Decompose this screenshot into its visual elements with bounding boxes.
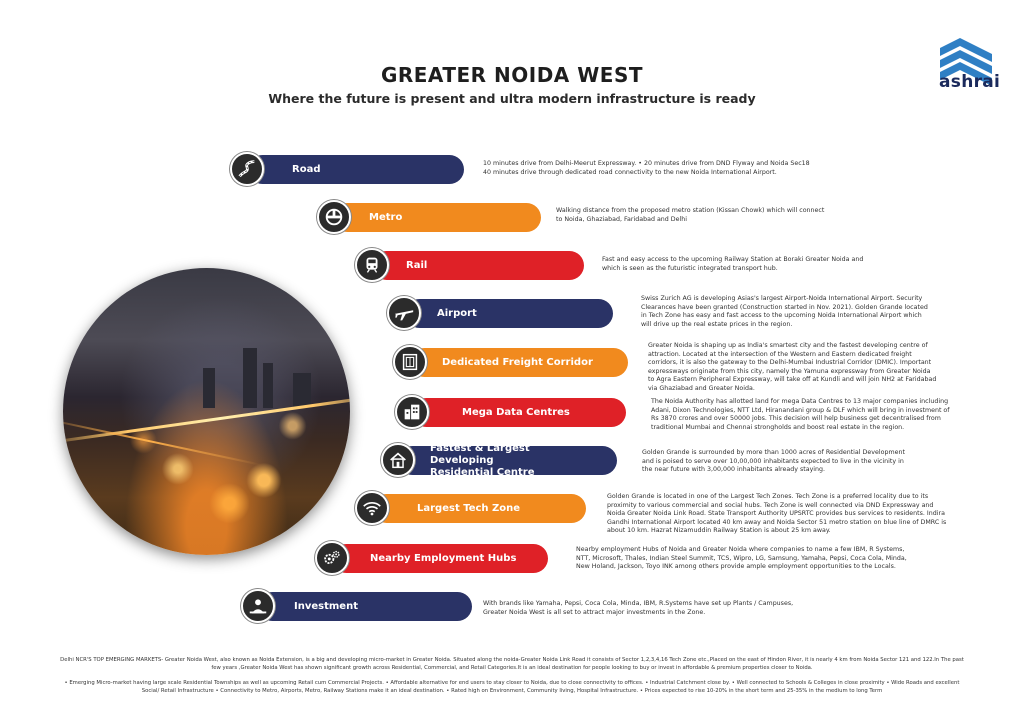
pill-data-centres [412, 398, 626, 427]
pill-rail [372, 251, 584, 280]
desc-metro: Walking distance from the proposed metro station (Kissan Chowk) which will connect to Noida, Ghaziabad, Faridabad and Delhi [556, 207, 825, 223]
desc-employment: Nearby employment Hubs of Noida and Greater Noida where companies to name a few IBM, R Systems, NTT, Microsoft, Thales, Indian Steel Summit, TCS, Wipro, LG, Samsung, Yamaha, Pepsi, Coca Cola, Minda, New Holand, Jackson, Toyo INK among others provide ample employment opportunities to the Locals. [576, 546, 907, 571]
investment-icon [241, 589, 275, 623]
pill-tech-zone [372, 494, 586, 523]
gears-icon [315, 541, 349, 575]
pill-road-label: Road [292, 163, 321, 175]
desc-freight: Greater Noida is shaping up as India's smartest city and the fastest developing centre of attraction. Located at the intersection of the Western and Eastern dedicated freight corridors, it is also the gateway to the Delhi-Mumbai Industrial Corridor (DMIC). Important expressways originate from this city, namely the Yamuna expressway from Greater Noida to Agra Eastern Peripheral Expressway, will take off at Kundli and will join NH2 at Faridabad via Ghaziabad and Greater Noida. [648, 342, 937, 392]
pill-road [248, 155, 464, 184]
desc-data-centres: The Noida Authority has allotted land for mega Data Centres to 13 major companies including Adani, Dixon Technologies, NTT Ltd, Hiranandani group & DLF which will bring in investment of Rs 3870 crores and over 50000 jobs. This decision will help business get decentralised from traditional Mumbai and Chennai strongholds and boost real estate in the region. [651, 398, 950, 431]
metro-icon [317, 200, 351, 234]
desc-residential: Golden Grande is surrounded by more than 1000 acres of Residential Development and is poised to serve over 10,00,000 inhabitants expected to live in the vicinity in the near future with 3,00,000 inhabitants already staying. [642, 449, 905, 474]
pill-employment [332, 544, 548, 573]
road-icon [230, 152, 264, 186]
pill-residential [398, 442, 617, 478]
pill-metro-label: Metro [369, 211, 403, 223]
pill-investment-label: Investment [294, 600, 358, 612]
city-night-photo [63, 268, 350, 555]
pill-data-centres-label: Mega Data Centres [462, 406, 570, 418]
pill-tech-zone-label: Largest Tech Zone [417, 502, 521, 514]
desc-road: 10 minutes drive from Delhi-Meerut Expressway. • 20 minutes drive from DND Flyway and Noida Sec18 40 minutes drive through dedicated road connectivity to the new Noida International Airport. [483, 160, 810, 176]
wifi-icon [355, 491, 389, 525]
pill-airport-label: Airport [437, 307, 477, 319]
pill-investment [258, 592, 472, 621]
freight-container-icon [393, 345, 427, 379]
desc-tech-zone: Golden Grande is located in one of the Largest Tech Zones. Tech Zone is a preferred locality due to its proximity to various commercial and social hubs. Tech Zone is well connected via DND Expressway and Noida Greater Noida Link Road. State Transport Authority UPSRTC provides bus services to residents. Indira Gandhi International Airport located 40 km away and Noida Sector 51 metro station on blue line of DMRC is about 10 km. Hazrat Nizamuddin Railway Station is about 25 km away. [607, 493, 947, 535]
footer-bullets: • Emerging Micro-market having large scale Residential Townships as well as upcoming Retail cum Commercial Projects. • Affordable alternative for end users to stay closer to Noida, due to close connectivity to offices. • Industrial Catchment close by. • Well connected to Schools & Colleges in close proximity • Wide Roads and excellent Social/ Retail Infrastructure • Connectivity to Metro, Airports, Metro, Railway Stations make it an ideal destination. • Rated high on Environment, Community living, Hospital Infrastructure. • Prices expected to rise 10-20% in the short term and 25-35% in the medium to long Term [64, 680, 960, 694]
desc-airport: Swiss Zurich AG is developing Asias's largest Airport-Noida International Airport. Security Clearances have been granted (Construction started in Nov. 2021). Golden Grande located in Tech Zone has easy and fast access to the upcoming Noida International Airport which will drive up the real estate prices in the region. [641, 295, 928, 328]
train-icon [355, 248, 389, 282]
pill-rail-label: Rail [406, 259, 428, 271]
pill-freight [410, 348, 628, 377]
page-title: GREATER NOIDA WEST [380, 63, 644, 87]
brand-name: ashrai [939, 72, 1001, 92]
buildings-icon [395, 395, 429, 429]
desc-rail: Fast and easy access to the upcoming Railway Station at Boraki Greater Noida and which is seen as the futuristic integrated transport hub. [602, 256, 864, 272]
pill-metro [333, 203, 541, 232]
airplane-icon [387, 296, 421, 330]
page-subtitle: Where the future is present and ultra modern infrastructure is ready [268, 91, 756, 106]
footer-paragraph: Delhi NCR'S TOP EMERGING MARKETS- Greater Noida West, also known as Noida Extension, is a big and developing micro-market in Greater Noida. Situated along the noida-Greater Noida Link Road it consists of Sector 1,2,3,4,16 Tech Zone etc.,Placed on the east of Hindon River, it is nearly 4 km from Noida Sector 121 and 122.In The past few years ,Greater Noida West has shown significant growth across Residential, Commercial, and Retail Categories.It is an ideal destination for people looking to buy or invest in affordable & premium properties closer to Noida. [60, 657, 964, 671]
pill-residential-label: Fastest & Largest Developing Residential Centre [430, 442, 535, 478]
pill-airport [405, 299, 613, 328]
pill-employment-label: Nearby Employment Hubs [370, 552, 517, 564]
pill-freight-label: Dedicated Freight Corridor [442, 356, 593, 368]
home-icon [381, 443, 415, 477]
desc-investment: With brands like Yamaha, Pepsi, Coca Cola, Minda, IBM, R.Systems have set up Plants / Campuses, Greater Noida West is all set to attract major investments in the Zone. [483, 600, 794, 616]
